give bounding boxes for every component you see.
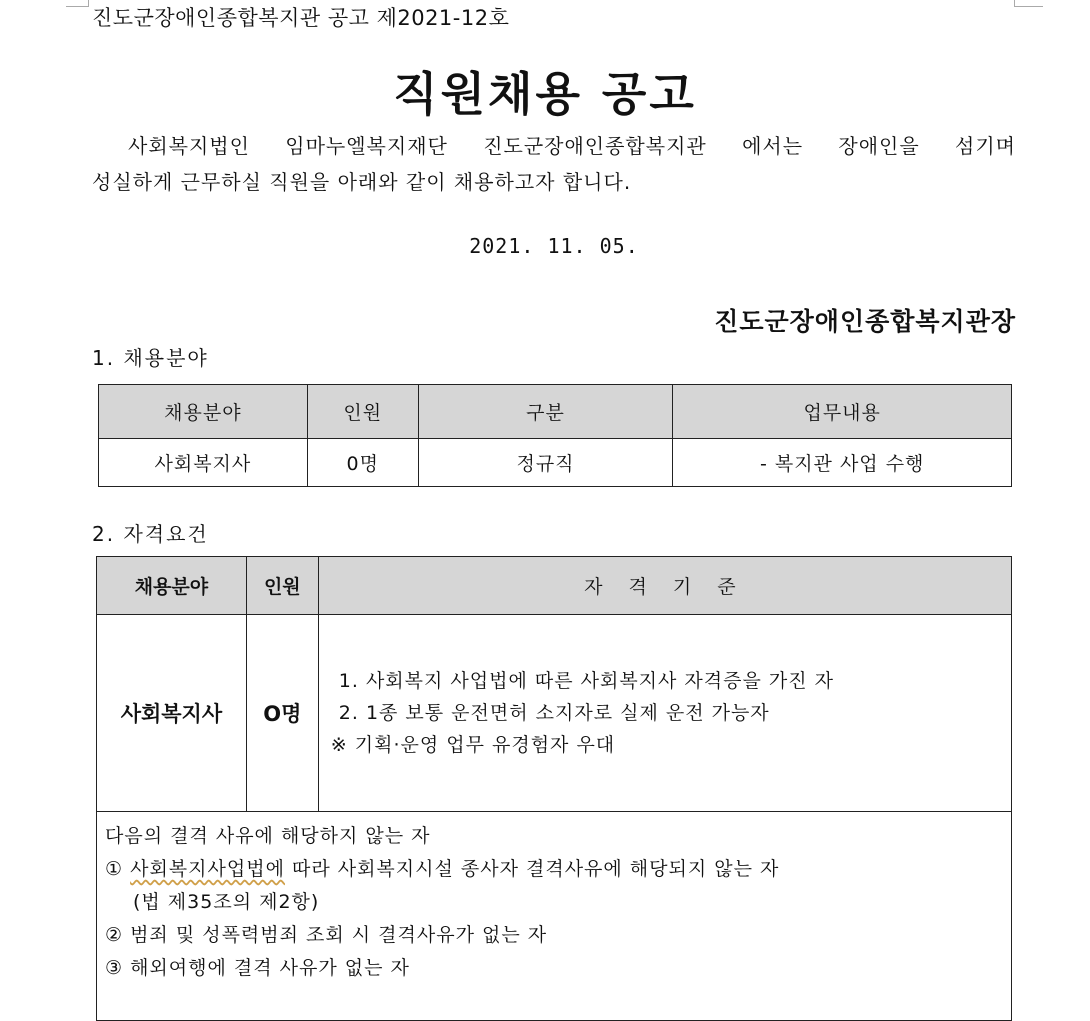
- disqualification-intro: 다음의 결격 사유에 해당하지 않는 자: [105, 825, 431, 847]
- intro-paragraph: [92, 128, 1016, 200]
- notice-number: 진도군장애인종합복지관 공고 제2021-12호: [92, 6, 510, 30]
- table-cell: 0명: [307, 439, 418, 487]
- column-header: 자 격 기 준: [318, 557, 1011, 615]
- disqualification-item: ③ 해외여행에 결격 사유가 없는 자: [105, 957, 410, 979]
- table-row: [97, 812, 1012, 1021]
- right-corner-mark: [1014, 0, 1043, 7]
- signatory: 진도군장애인종합복지관장: [714, 307, 1016, 336]
- table-cell: 정규직: [418, 439, 673, 487]
- field-cell: 사회복지사: [97, 615, 247, 812]
- item-number: ①: [105, 858, 124, 880]
- item-text: 따라 사회복지시설 종사자 결격사유에 해당되지 않는 자: [284, 858, 780, 880]
- column-header: 업무내용: [673, 385, 1012, 439]
- column-header: 채용분야: [97, 557, 247, 615]
- column-header: 채용분야: [99, 385, 308, 439]
- column-header: 구분: [418, 385, 673, 439]
- count-cell: O명: [246, 615, 318, 812]
- disqualification-sub-note: (법 제35조의 제2항): [133, 891, 320, 913]
- table-cell: - 복지관 사업 수행: [673, 439, 1012, 487]
- section-heading-qualifications: 2. 자격요건: [92, 522, 209, 546]
- recruitment-field-table: [98, 384, 1012, 487]
- qualifications-table: [96, 556, 1012, 1021]
- table-cell: 사회복지사: [99, 439, 308, 487]
- document-title: 직원채용 공고: [393, 67, 697, 121]
- left-corner-mark: [66, 0, 89, 7]
- intro-line-1: 사회복지법인 임마누엘복지재단 진도군장애인종합복지관 에서는 장애인을 섬기며: [128, 134, 1016, 158]
- intro-line-2: 성실하게 근무하실 직원을 아래와 같이 채용하고자 합니다.: [92, 170, 632, 194]
- column-header: 인원: [307, 385, 418, 439]
- disqualification-item: ② 범죄 및 성폭력범죄 조회 시 결격사유가 없는 자: [105, 924, 548, 946]
- disqualification-item: [105, 853, 1011, 886]
- criteria-cell: [318, 615, 1011, 812]
- announcement-date: 2021. 11. 05.: [469, 234, 639, 258]
- table-row: [99, 439, 1012, 487]
- column-header: 인원: [246, 557, 318, 615]
- table-header-row: [99, 385, 1012, 439]
- table-header-row: [97, 557, 1012, 615]
- criteria-item: 2. 1종 보통 운전면허 소지자로 실제 운전 가능자: [338, 702, 770, 724]
- table-row: [97, 615, 1012, 812]
- spellcheck-underlined-text: 사회복지사업법에: [130, 858, 285, 880]
- section-heading-recruitment-field: 1. 채용분야: [92, 346, 209, 370]
- criteria-note: ※ 기획·운영 업무 유경험자 우대: [330, 734, 616, 756]
- disqualification-cell: [97, 812, 1012, 1021]
- criteria-item: 1. 사회복지 사업법에 따른 사회복지사 자격증을 가진 자: [338, 670, 834, 692]
